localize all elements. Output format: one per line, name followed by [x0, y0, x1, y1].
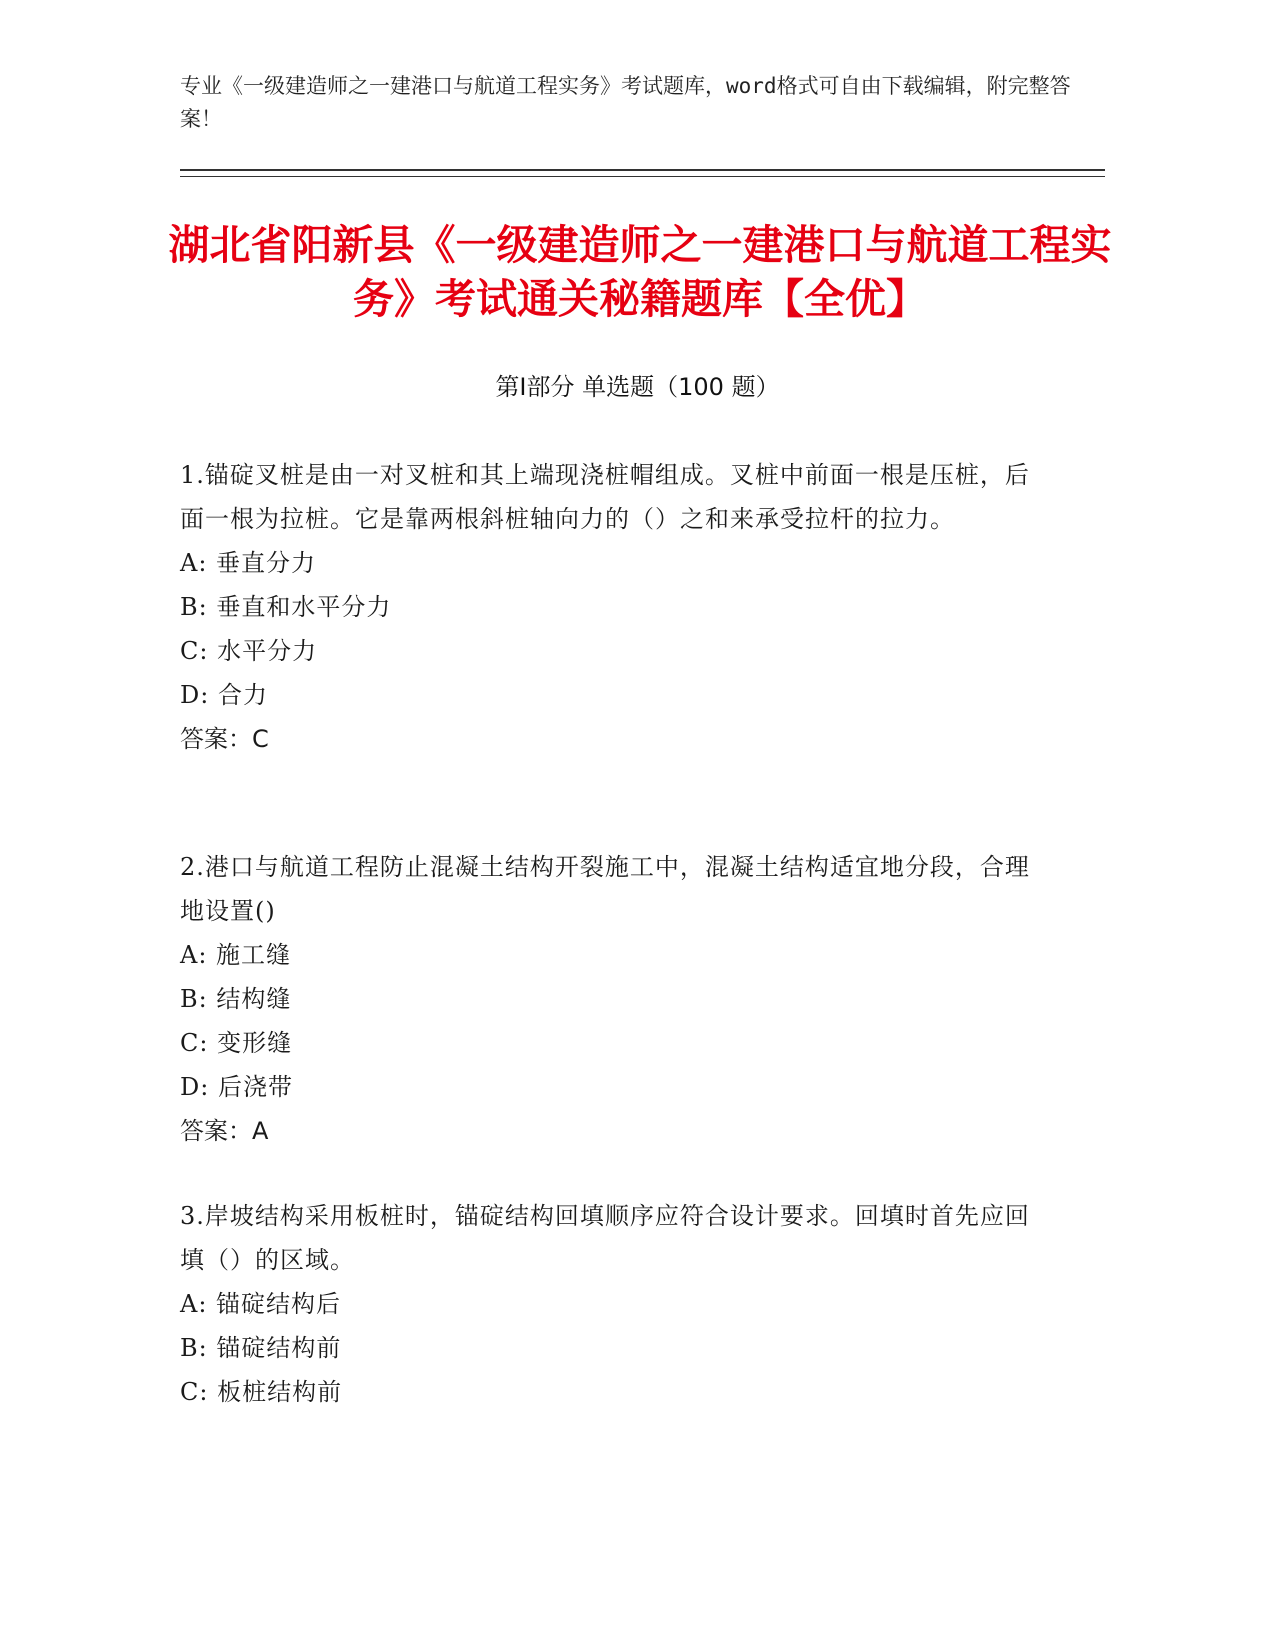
- answer: 答案：A: [180, 1117, 269, 1145]
- option-c: C: 板桩结构前: [180, 1378, 343, 1406]
- option-b: B: 结构缝: [180, 985, 292, 1013]
- header-divider-thick: [180, 169, 1105, 171]
- header-note: 专业《一级建造师之一建港口与航道工程实务》考试题库，word格式可自由下载编辑，附完整答案！: [180, 74, 1071, 131]
- option-a: A: 垂直分力: [180, 549, 317, 577]
- answer: 答案：C: [180, 725, 269, 753]
- question-2: [180, 845, 1040, 1153]
- option-a: A: 锚碇结构后: [180, 1290, 342, 1318]
- question-stem: 3.岸坡结构采用板桩时，锚碇结构回填顺序应符合设计要求。回填时首先应回填（）的区域。: [180, 1202, 1030, 1274]
- option-d: D: 后浇带: [180, 1073, 293, 1101]
- question-3: [180, 1194, 1040, 1414]
- document-title: 湖北省阳新县《一级建造师之一建港口与航道工程实务》考试通关秘籍题库【全优】: [168, 221, 1112, 323]
- question-stem: 2.港口与航道工程防止混凝土结构开裂施工中，混凝土结构适宜地分段，合理地设置(): [180, 853, 1030, 925]
- question-stem: 1.锚碇叉桩是由一对叉桩和其上端现浇桩帽组成。叉桩中前面一根是压桩，后面一根为拉桩。它是靠两根斜桩轴向力的（）之和来承受拉杆的拉力。: [180, 461, 1030, 533]
- option-b: B: 垂直和水平分力: [180, 593, 392, 621]
- option-c: C: 变形缝: [180, 1029, 293, 1057]
- question-1: [180, 453, 1040, 761]
- option-b: B: 锚碇结构前: [180, 1334, 342, 1362]
- section-title: 第Ⅰ部分 单选题（100 题）: [495, 373, 780, 401]
- option-c: C: 水平分力: [180, 637, 318, 665]
- header-divider-thin: [180, 176, 1105, 177]
- option-d: D: 合力: [180, 681, 268, 709]
- option-a: A: 施工缝: [180, 941, 292, 969]
